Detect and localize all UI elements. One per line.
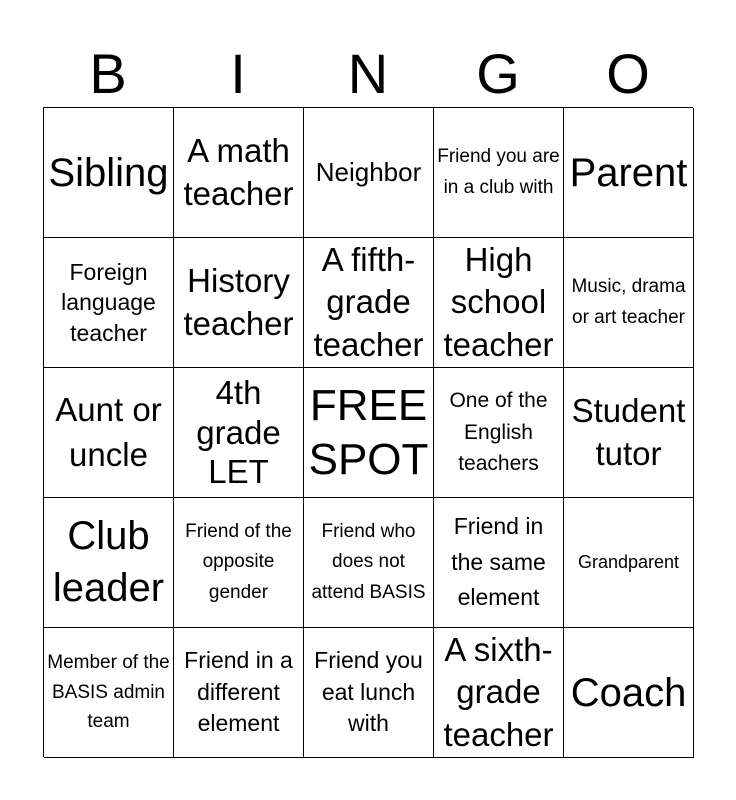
bingo-board: [43, 107, 693, 757]
bingo-cell[interactable]: [44, 628, 174, 758]
cell-label: Foreign language teacher: [61, 258, 156, 346]
cell-label: Student tutor: [571, 392, 686, 472]
cell-label: A sixth-grade teacher: [443, 631, 554, 753]
cell-label: Club leader: [52, 514, 165, 610]
cell-label: Friend who does not attend BASIS: [311, 520, 426, 603]
bingo-cell[interactable]: [174, 238, 304, 368]
cell-label: Coach: [570, 670, 687, 715]
cell-label: Friend of the opposite gender: [185, 520, 292, 603]
cell-label: 4th grade LET: [196, 374, 281, 491]
bingo-cell[interactable]: [304, 238, 434, 368]
header-letter-b: B: [89, 42, 127, 105]
bingo-cell[interactable]: [434, 368, 564, 498]
bingo-cell[interactable]: [564, 238, 694, 368]
cell-label: Friend you are in a club with: [437, 146, 560, 198]
cell-label: History teacher: [183, 262, 294, 342]
cell-label: Friend in the same element: [451, 513, 546, 611]
bingo-cell[interactable]: [44, 498, 174, 628]
cell-label: A fifth-grade teacher: [313, 241, 424, 363]
cell-label: A math teacher: [183, 132, 294, 212]
bingo-cell[interactable]: [434, 238, 564, 368]
bingo-cell[interactable]: [44, 238, 174, 368]
bingo-cell[interactable]: [304, 628, 434, 758]
bingo-cell[interactable]: [44, 368, 174, 498]
cell-label: Friend you eat lunch with: [314, 646, 423, 737]
bingo-cell[interactable]: [564, 108, 694, 238]
cell-label: FREE SPOT: [308, 380, 429, 484]
bingo-cell[interactable]: [564, 368, 694, 498]
bingo-cell[interactable]: [434, 628, 564, 758]
bingo-cell[interactable]: [434, 498, 564, 628]
bingo-cell[interactable]: [174, 628, 304, 758]
header-letter-i: I: [230, 42, 246, 105]
bingo-cell[interactable]: [174, 368, 304, 498]
cell-label: Friend in a different element: [184, 646, 293, 737]
bingo-cell[interactable]: [174, 498, 304, 628]
cell-label: Sibling: [48, 150, 169, 195]
bingo-cell[interactable]: [304, 368, 434, 498]
bingo-cell[interactable]: [564, 628, 694, 758]
cell-label: One of the English teachers: [449, 389, 548, 476]
header-letter-o: O: [606, 42, 650, 105]
cell-label: Aunt or uncle: [55, 390, 162, 473]
bingo-header: [43, 40, 693, 108]
cell-label: Music, drama or art teacher: [571, 276, 686, 328]
header-letter-g: G: [476, 42, 520, 105]
bingo-cell[interactable]: [304, 498, 434, 628]
cell-label: Grandparent: [577, 552, 680, 572]
cell-label: High school teacher: [443, 241, 554, 363]
bingo-cell[interactable]: [174, 108, 304, 238]
bingo-cell[interactable]: [564, 498, 694, 628]
cell-label: Neighbor: [315, 156, 422, 187]
bingo-cell[interactable]: [434, 108, 564, 238]
cell-label: Member of the BASIS admin team: [47, 652, 170, 733]
cell-label: Parent: [569, 150, 688, 195]
bingo-cell[interactable]: [304, 108, 434, 238]
bingo-cell[interactable]: [44, 108, 174, 238]
header-letter-n: N: [347, 42, 389, 105]
